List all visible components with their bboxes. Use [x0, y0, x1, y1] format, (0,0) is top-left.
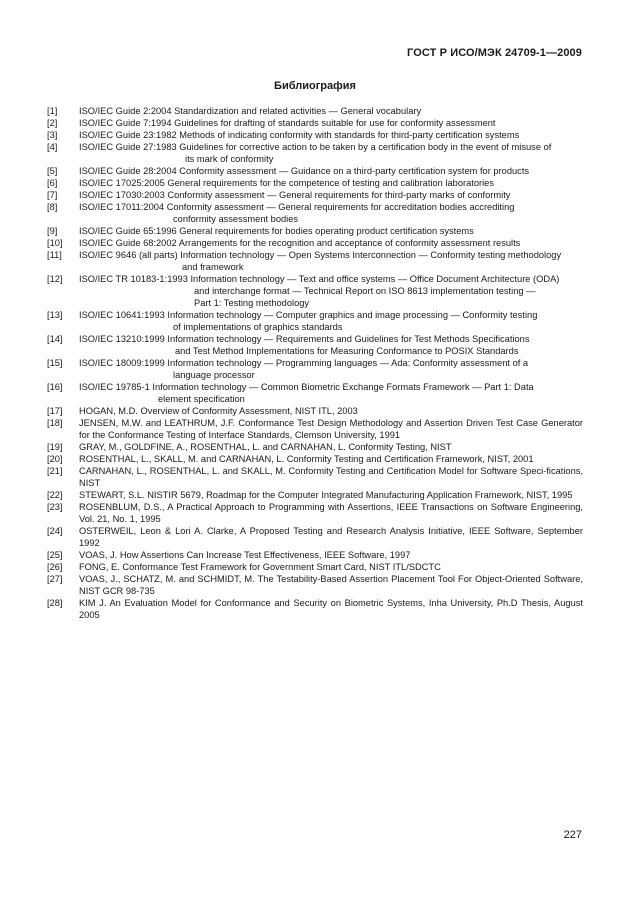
reference-text — [79, 405, 583, 417]
reference-text — [79, 501, 583, 525]
reference-number: [13] — [47, 310, 63, 320]
reference-text-line: ISO/IEC Guide 7:1994 Guidelines for drafting of standards suitable for use for conformity assessment — [79, 118, 496, 128]
reference-number: [24] — [47, 526, 63, 536]
reference-item — [47, 573, 583, 597]
reference-item — [47, 129, 583, 141]
reference-text-line: JENSEN, M.W. and LEATHRUM, J.F. Conformance Test Design Methodology and Assertion Driven Test Case Generator for the Conformance Testing of Interface Standards, Clemson University, 1991 — [79, 418, 583, 440]
reference-number: [12] — [47, 274, 63, 284]
reference-number: [4] — [47, 142, 58, 152]
reference-number: [19] — [47, 442, 63, 452]
reference-text — [79, 201, 583, 225]
reference-text-line: ISO/IEC 10641:1993 Information technology — Computer graphics and image processing — Conformity testing — [79, 310, 538, 320]
reference-text — [79, 453, 583, 465]
reference-text — [79, 441, 583, 453]
reference-text-continuation: and interchange format — Technical Report on ISO 8613 implementation testing — — [194, 286, 536, 296]
reference-item — [47, 165, 583, 177]
reference-item — [47, 597, 583, 621]
reference-text — [79, 189, 583, 201]
reference-item — [47, 525, 583, 549]
reference-text — [79, 465, 583, 489]
reference-text-continuation: element specification — [158, 394, 245, 404]
reference-text-line: ISO/IEC TR 10183-1:1993 Information technology — Text and office systems — Office Document Architecture (ODA) — [79, 274, 560, 284]
reference-text-line: ISO/IEC Guide 65:1996 General requirements for bodies operating product certification systems — [79, 226, 474, 236]
reference-text-line: ISO/IEC Guide 28:2004 Conformity assessment — Guidance on a third-party certification system for products — [79, 166, 530, 176]
reference-text-line: CARNAHAN, L., ROSENTHAL, L. and SKALL, M. Conformity Testing and Certification Model for Software Speci-fications, NIST — [79, 466, 583, 488]
reference-text-continuation: of implementations of graphics standards — [173, 322, 343, 332]
reference-text-continuation: and Test Method Implementations for Measuring Conformance to POSIX Standards — [175, 346, 519, 356]
reference-text — [79, 489, 583, 501]
reference-text — [79, 273, 583, 309]
reference-text-line: ISO/IEC Guide 2:2004 Standardization and related activities — General vocabulary — [79, 106, 422, 116]
reference-text — [79, 381, 583, 405]
reference-item — [47, 117, 583, 129]
reference-item — [47, 189, 583, 201]
reference-item — [47, 561, 583, 573]
reference-number: [25] — [47, 550, 63, 560]
reference-item — [47, 105, 583, 117]
reference-item — [47, 225, 583, 237]
reference-item — [47, 177, 583, 189]
reference-item — [47, 489, 583, 501]
reference-text-line: GRAY, M., GOLDFINE, A., ROSENTHAL, L. and CARNAHAN, L. Conformity Testing, NIST — [79, 442, 452, 452]
reference-number: [27] — [47, 574, 63, 584]
reference-item — [47, 465, 583, 489]
reference-text — [79, 225, 583, 237]
reference-item — [47, 201, 583, 225]
reference-text-line: ISO/IEC 13210:1999 Information technology — Requirements and Guidelines for Test Methods Specifications — [79, 334, 530, 344]
reference-text-line: ROSENTHAL, L., SKALL, M. and CARNAHAN, L. Conformity Testing and Certification Framework, NIST, 2001 — [79, 454, 534, 464]
reference-number: [7] — [47, 190, 58, 200]
reference-text — [79, 309, 583, 333]
reference-text-line: ISO/IEC 9646 (all parts) Information technology — Open Systems Interconnection — Conformity testing methodology — [79, 250, 562, 260]
reference-number: [26] — [47, 562, 63, 572]
reference-number: [5] — [47, 166, 58, 176]
reference-item — [47, 141, 583, 165]
reference-text-line: ISO/IEC Guide 27:1983 Guidelines for corrective action to be taken by a certification body in the event of misuse of — [79, 142, 552, 152]
reference-number: [20] — [47, 454, 63, 464]
reference-text — [79, 165, 583, 177]
reference-text-line: FONG, E. Conformance Test Framework for Government Smart Card, NIST ITL/SDCTC — [79, 562, 441, 572]
reference-number: [1] — [47, 106, 58, 116]
document-header: ГОСТ Р ИСО/МЭК 24709-1—2009 — [407, 47, 582, 59]
reference-item — [47, 237, 583, 249]
reference-text — [79, 525, 583, 549]
reference-text — [79, 597, 583, 621]
reference-text-line: ISO/IEC 17030:2003 Conformity assessment — General requirements for third-party marks of conformity — [79, 190, 511, 200]
page-number: 227 — [563, 829, 582, 841]
reference-number: [16] — [47, 382, 63, 392]
reference-item — [47, 441, 583, 453]
reference-number: [10] — [47, 238, 63, 248]
reference-text-line: HOGAN, M.D. Overview of Conformity Assessment, NIST ITL, 2003 — [79, 406, 358, 416]
reference-number: [3] — [47, 130, 58, 140]
reference-text-line: OSTERWEIL, Leon & Lori A. Clarke, A Proposed Testing and Research Analysis Initiative, IEEE Software, September 1992 — [79, 526, 583, 548]
reference-number: [18] — [47, 418, 63, 428]
reference-text — [79, 237, 583, 249]
reference-item — [47, 333, 583, 357]
reference-number: [9] — [47, 226, 58, 236]
bibliography-list — [47, 105, 583, 621]
reference-text-continuation: conformity assessment bodies — [173, 214, 299, 224]
reference-text — [79, 177, 583, 189]
reference-number: [2] — [47, 118, 58, 128]
reference-item — [47, 549, 583, 561]
reference-text — [79, 357, 583, 381]
reference-number: [11] — [47, 250, 62, 260]
reference-text-line: KIM J. An Evaluation Model for Conformance and Security on Biometric Systems, Inha University, Ph.D Thesis, August 2005 — [79, 598, 583, 620]
reference-number: [17] — [47, 406, 63, 416]
reference-number: [21] — [47, 466, 63, 476]
reference-number: [22] — [47, 490, 63, 500]
reference-number: [23] — [47, 502, 63, 512]
reference-text-line: ISO/IEC 18009:1999 Information technology — Programming languages — Ada: Conformity assessment of a — [79, 358, 529, 368]
reference-item — [47, 309, 583, 333]
reference-item — [47, 405, 583, 417]
reference-number: [28] — [47, 598, 63, 608]
reference-text — [79, 129, 583, 141]
reference-text-line: ISO/IEC 17011:2004 Conformity assessment — General requirements for accreditation bodies accrediting — [79, 202, 515, 212]
reference-text-line: ROSENBLUM, D.S., A Practical Approach to Programming with Assertions, IEEE Transactions on Software Engineering, Vol. 21, No. 1, 1995 — [79, 502, 583, 524]
reference-text-continuation: its mark of conformity — [185, 154, 274, 164]
reference-text — [79, 105, 583, 117]
reference-text-line: VOAS, J., SCHATZ, M. and SCHMIDT, M. The Testability-Based Assertion Placement Tool For Object-Oriented Software, NIST GCR 98-735 — [79, 574, 583, 596]
reference-text — [79, 417, 583, 441]
reference-text-line: ISO/IEC 19785-1 Information technology — Common Biometric Exchange Formats Framework — Part 1: Data — [79, 382, 534, 392]
reference-number: [15] — [47, 358, 63, 368]
reference-text — [79, 573, 583, 597]
reference-text-line: ISO/IEC Guide 23:1982 Methods of indicating conformity with standards for third-party certification systems — [79, 130, 520, 140]
reference-item — [47, 417, 583, 441]
reference-text — [79, 117, 583, 129]
reference-text — [79, 249, 583, 273]
reference-item — [47, 453, 583, 465]
reference-text-continuation: language processor — [173, 370, 255, 380]
page-title: Библиография — [274, 80, 356, 92]
reference-item — [47, 357, 583, 381]
reference-text-line: ISO/IEC Guide 68:2002 Arrangements for the recognition and acceptance of conformity assessment results — [79, 238, 521, 248]
reference-text-continuation: and framework — [182, 262, 244, 272]
reference-text-line: VOAS, J. How Assertions Can Increase Test Effectiveness, IEEE Software, 1997 — [79, 550, 411, 560]
reference-item — [47, 381, 583, 405]
reference-number: [6] — [47, 178, 58, 188]
reference-text-line: ISO/IEC 17025:2005 General requirements for the competence of testing and calibration laboratories — [79, 178, 494, 188]
reference-number: [8] — [47, 202, 58, 212]
reference-number: [14] — [47, 334, 63, 344]
reference-text-continuation: Part 1: Testing methodology — [194, 298, 310, 308]
reference-item — [47, 273, 583, 309]
reference-text — [79, 333, 583, 357]
reference-text — [79, 141, 583, 165]
reference-text — [79, 549, 583, 561]
reference-text — [79, 561, 583, 573]
reference-item — [47, 249, 583, 273]
reference-text-line: STEWART, S.L. NISTIR 5679, Roadmap for the Computer Integrated Manufacturing Application Framework, NIST, 1995 — [79, 490, 573, 500]
reference-item — [47, 501, 583, 525]
